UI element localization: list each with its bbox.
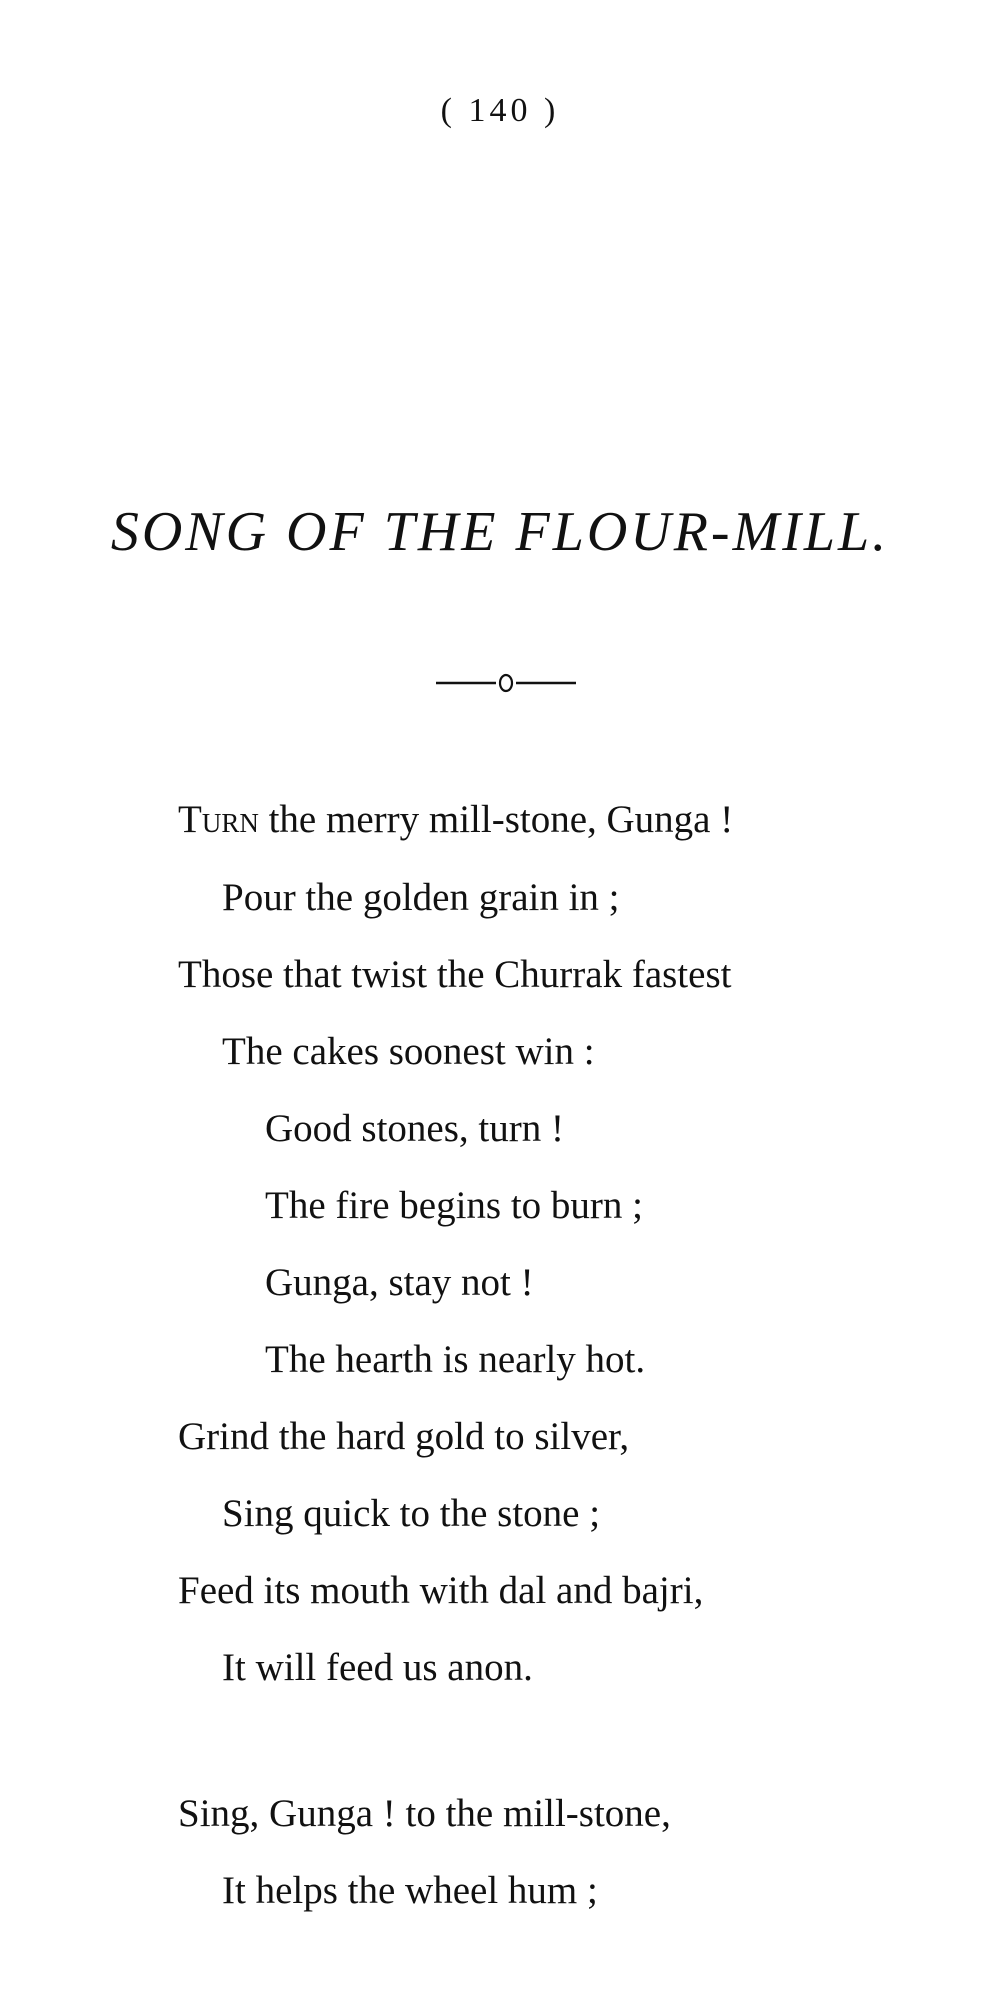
poem-line-7: Gunga, stay not !	[265, 1261, 534, 1304]
poem-line-9: Grind the hard gold to silver,	[178, 1415, 630, 1458]
poem-title: SONG OF THE FLOUR-MILL.	[110, 501, 890, 563]
poem-line-11: Feed its mouth with dal and bajri,	[178, 1569, 704, 1612]
poem-line-1: Turn the merry mill-stone, Gunga !	[178, 798, 734, 841]
page-number: ( 140 )	[440, 92, 560, 129]
poem-line-5: Good stones, turn !	[265, 1107, 564, 1150]
poem-line-14: It helps the wheel hum ;	[222, 1869, 598, 1912]
poem-line-4: The cakes soonest win :	[222, 1030, 595, 1073]
poem-line-12: It will feed us anon.	[222, 1646, 533, 1689]
first-word: Turn	[178, 798, 259, 841]
poem-line-3: Those that twist the Churrak fastest	[178, 953, 732, 996]
poem-line-13: Sing, Gunga ! to the mill-stone,	[178, 1792, 671, 1835]
poem-line-2: Pour the golden grain in ;	[222, 876, 620, 919]
poem-line-8: The hearth is nearly hot.	[265, 1338, 646, 1381]
poem-line-10: Sing quick to the stone ;	[222, 1492, 601, 1535]
poem-line-6: The fire begins to burn ;	[265, 1184, 643, 1227]
ornament-divider	[436, 668, 576, 698]
